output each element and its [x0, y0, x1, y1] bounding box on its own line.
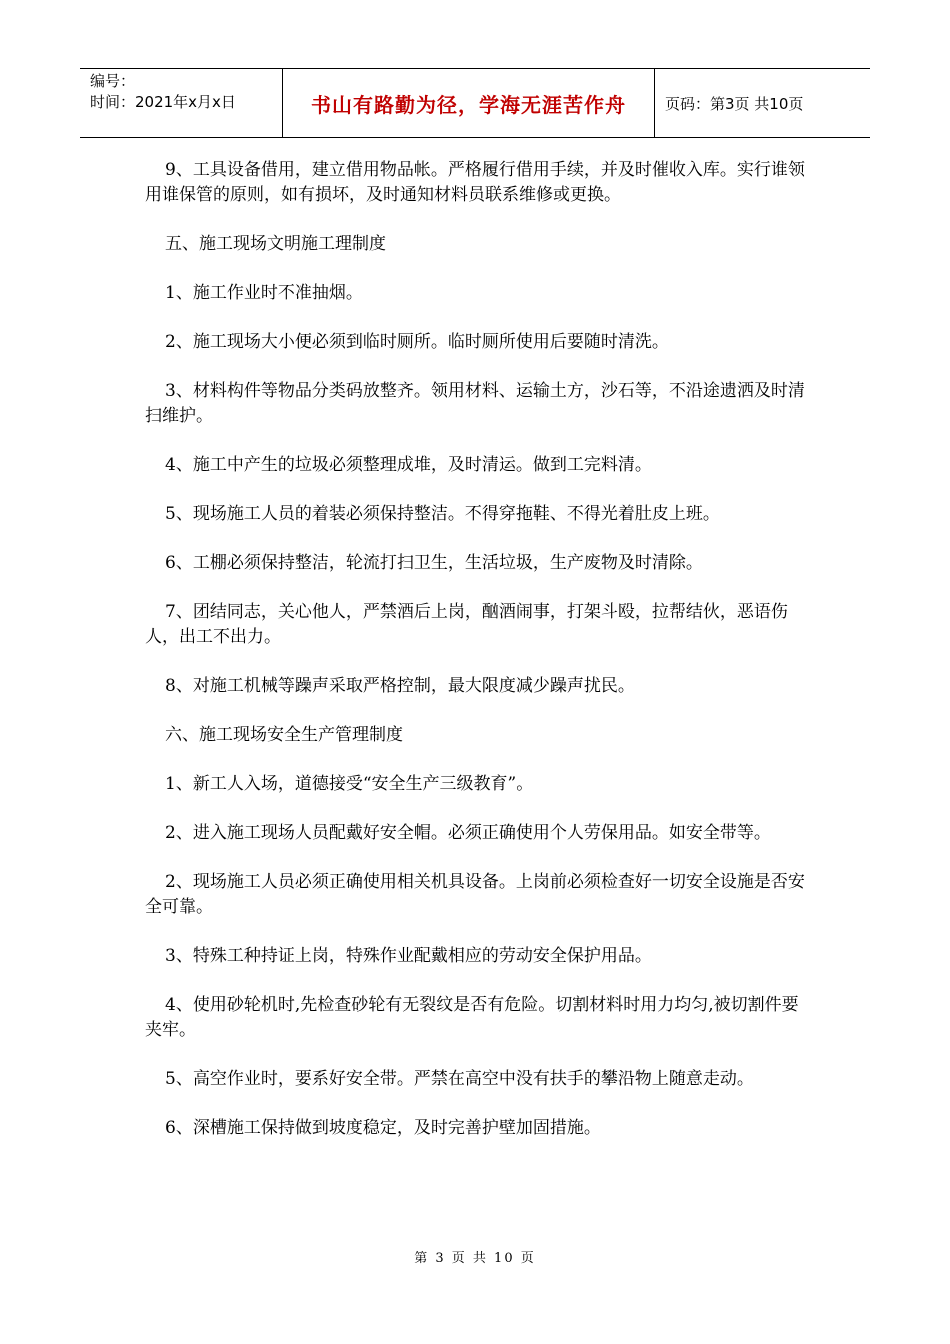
paragraph: 3、材料构件等物品分类码放整齐。领用材料、运输土方，沙石等，不沿途遗洒及时清扫维护。 — [145, 381, 805, 426]
paragraph: 7、团结同志，关心他人，严禁酒后上岗，酗酒闹事，打架斗殴，拉帮结伙，恶语伤人，出工不出力。 — [145, 602, 788, 647]
paragraph: 1、施工作业时不准抽烟。 — [165, 283, 363, 303]
document-date: 时间：2021年x月x日 — [90, 93, 236, 111]
paragraph: 2、现场施工人员必须正确使用相关机具设备。上岗前必须检查好一切安全设施是否安全可靠。 — [145, 872, 805, 917]
paragraph: 9、工具设备借用，建立借用物品帐。严格履行借用手续，并及时催收入库。实行谁领用谁保管的原则，如有损坏，及时通知材料员联系维修或更换。 — [145, 160, 805, 205]
paragraph: 2、施工现场大小便必须到临时厕所。临时厕所使用后要随时清洗。 — [165, 332, 669, 352]
header-left-cell — [80, 69, 282, 137]
page-header — [80, 68, 870, 138]
paragraph: 6、深槽施工保持做到坡度稳定，及时完善护壁加固措施。 — [165, 1118, 601, 1138]
paragraph: 6、工棚必须保持整洁，轮流打扫卫生，生活垃圾，生产废物及时清除。 — [165, 553, 703, 573]
paragraph: 2、进入施工现场人员配戴好安全帽。必须正确使用个人劳保用品。如安全带等。 — [165, 823, 771, 843]
header-motto-cell — [282, 69, 655, 137]
paragraph: 5、高空作业时，要系好安全带。严禁在高空中没有扶手的攀沿物上随意走动。 — [165, 1069, 754, 1089]
header-page-cell — [655, 69, 870, 137]
header-motto: 书山有路勤为径，学海无涯苦作舟 — [311, 92, 626, 117]
section-heading: 五、施工现场文明施工理制度 — [165, 234, 386, 254]
header-page-info: 页码：第3页 共10页 — [665, 94, 804, 113]
section-heading: 六、施工现场安全生产管理制度 — [165, 725, 403, 745]
paragraph: 4、施工中产生的垃圾必须整理成堆，及时清运。做到工完料清。 — [165, 455, 652, 475]
paragraph: 4、使用砂轮机时,先检查砂轮有无裂纹是否有危险。切割材料时用力均匀,被切割件要夹牢。 — [145, 995, 799, 1040]
paragraph: 1、新工人入场，道德接受“安全生产三级教育”。 — [165, 774, 534, 794]
paragraph: 3、特殊工种持证上岗，特殊作业配戴相应的劳动安全保护用品。 — [165, 946, 652, 966]
document-number-label: 编号： — [90, 72, 136, 90]
page-footer: 第 3 页 共 10 页 — [414, 1251, 536, 1266]
paragraph: 5、现场施工人员的着装必须保持整洁。不得穿拖鞋、不得光着肚皮上班。 — [165, 504, 720, 524]
document-body — [145, 158, 805, 1165]
paragraph: 8、对施工机械等躁声采取严格控制，最大限度减少躁声扰民。 — [165, 676, 635, 696]
